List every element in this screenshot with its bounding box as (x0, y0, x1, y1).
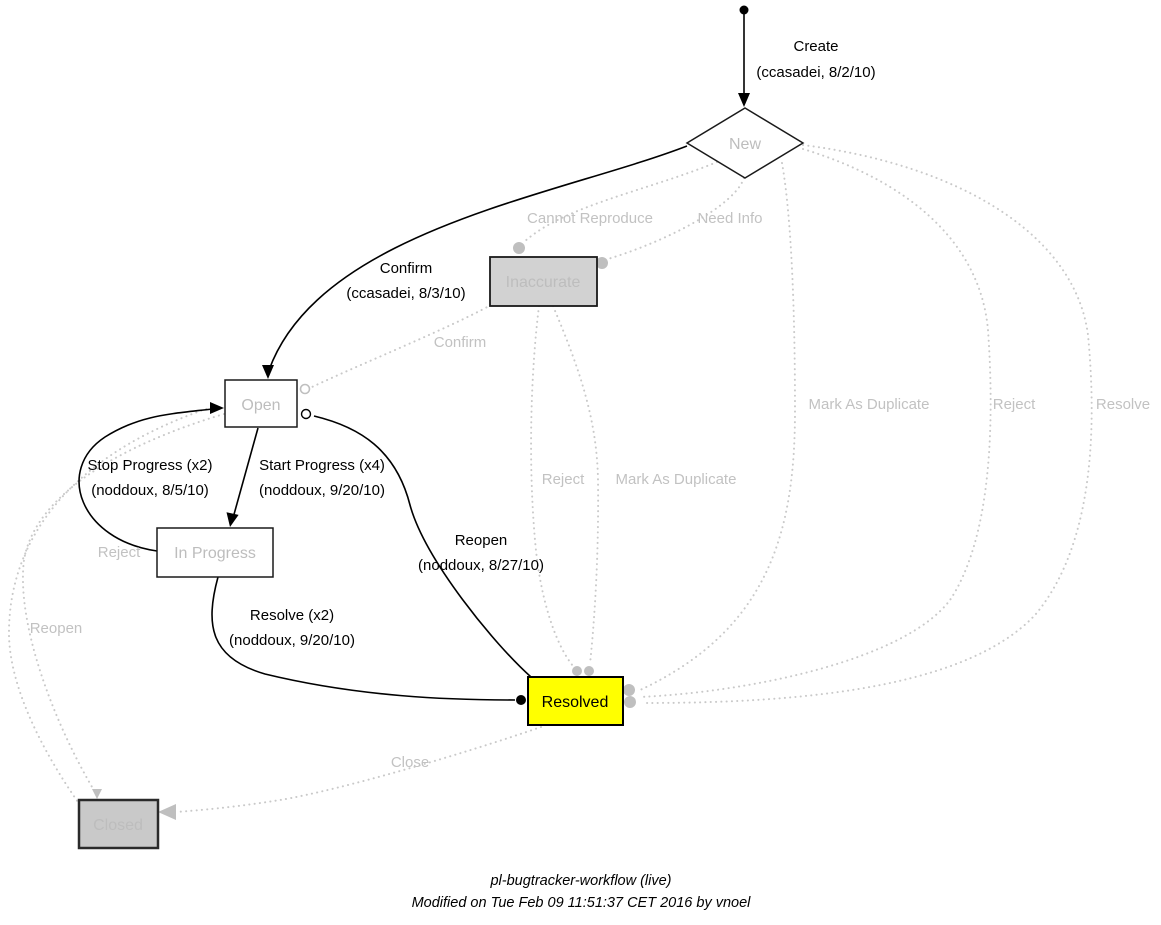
edge-resolve-right-label: Resolve (1095, 396, 1151, 413)
edge-resolve-label: Resolve (x2) (249, 607, 335, 624)
edge-reject-left-label: Reject (97, 544, 141, 561)
edge-reopen-label: Reopen (454, 532, 508, 549)
edge-confirm-inactive-label: Confirm (433, 334, 487, 351)
arrowhead-mark-as-duplicate-mid-dot-icon (584, 666, 594, 676)
edge-start-progress (233, 428, 258, 518)
edge-start-progress-label: Start Progress (x4) (259, 457, 385, 474)
edge-resolve-sublabel: (noddoux, 9/20/10) (229, 632, 355, 649)
diagram-caption-title: pl-bugtracker-workflow (live) (490, 873, 672, 889)
node-open-label: Open (241, 397, 281, 414)
edge-cannot-reproduce (524, 162, 717, 242)
arrowhead-right-edges-dot2-icon (624, 696, 636, 708)
edge-confirm-label: Confirm (379, 260, 433, 277)
edge-cannot-reproduce-label: Cannot Reproduce (527, 210, 653, 227)
edge-resolve-right (642, 145, 1092, 703)
edge-close-label: Close (390, 754, 430, 771)
diagram-caption-modified: Modified on Tue Feb 09 11:51:37 CET 2016 by vnoel (411, 895, 751, 911)
edge-reject-right-label: Reject (992, 396, 1036, 413)
arrowhead-confirm-icon (262, 365, 274, 379)
arrowhead-reopen-circle-icon (302, 410, 311, 419)
edge-reject-right (640, 149, 991, 697)
edge-start-progress-sublabel: (noddoux, 9/20/10) (259, 482, 385, 499)
start-dot-icon (740, 6, 749, 15)
arrowhead-close-triangle-icon (158, 804, 176, 820)
node-in-progress-label: In Progress (174, 545, 256, 562)
node-resolved-label: Resolved (541, 694, 609, 711)
edge-close-inactive (177, 727, 541, 812)
node-inaccurate-label: Inaccurate (505, 274, 581, 291)
arrowhead-confirm-inactive-circle-icon (301, 385, 310, 394)
edge-create-sublabel: (ccasadei, 8/2/10) (756, 64, 876, 81)
arrowhead-reject-mid-dot-icon (572, 666, 582, 676)
edge-create-label: Create (793, 38, 839, 55)
edge-reopen-sublabel: (noddoux, 8/27/10) (418, 557, 544, 574)
edge-stop-progress-sublabel: (noddoux, 8/5/10) (91, 482, 209, 499)
arrowhead-create-icon (738, 93, 750, 107)
edge-reopen-left-label: Reopen (29, 620, 83, 637)
edge-stop-progress-label: Stop Progress (x2) (87, 457, 213, 474)
arrowhead-cannot-reproduce-dot-icon (513, 242, 525, 254)
edge-mark-as-duplicate-right-label: Mark As Duplicate (808, 396, 930, 413)
node-closed-label: Closed (93, 817, 143, 834)
arrowhead-resolve-dot-icon (516, 695, 526, 705)
arrowhead-stop-progress-icon (210, 402, 224, 414)
node-new-label: New (728, 136, 762, 153)
edge-reject-mid-label: Reject (541, 471, 585, 488)
arrowhead-start-progress-icon (227, 512, 239, 527)
arrowhead-reject-left-icon (92, 789, 102, 799)
arrowhead-right-edges-dot1-icon (623, 684, 635, 696)
edge-need-info-label: Need Info (697, 210, 763, 227)
edge-confirm-sublabel: (ccasadei, 8/3/10) (346, 285, 466, 302)
edge-mark-as-duplicate-mid-label: Mark As Duplicate (615, 471, 737, 488)
edge-mark-as-duplicate-right (638, 163, 795, 691)
